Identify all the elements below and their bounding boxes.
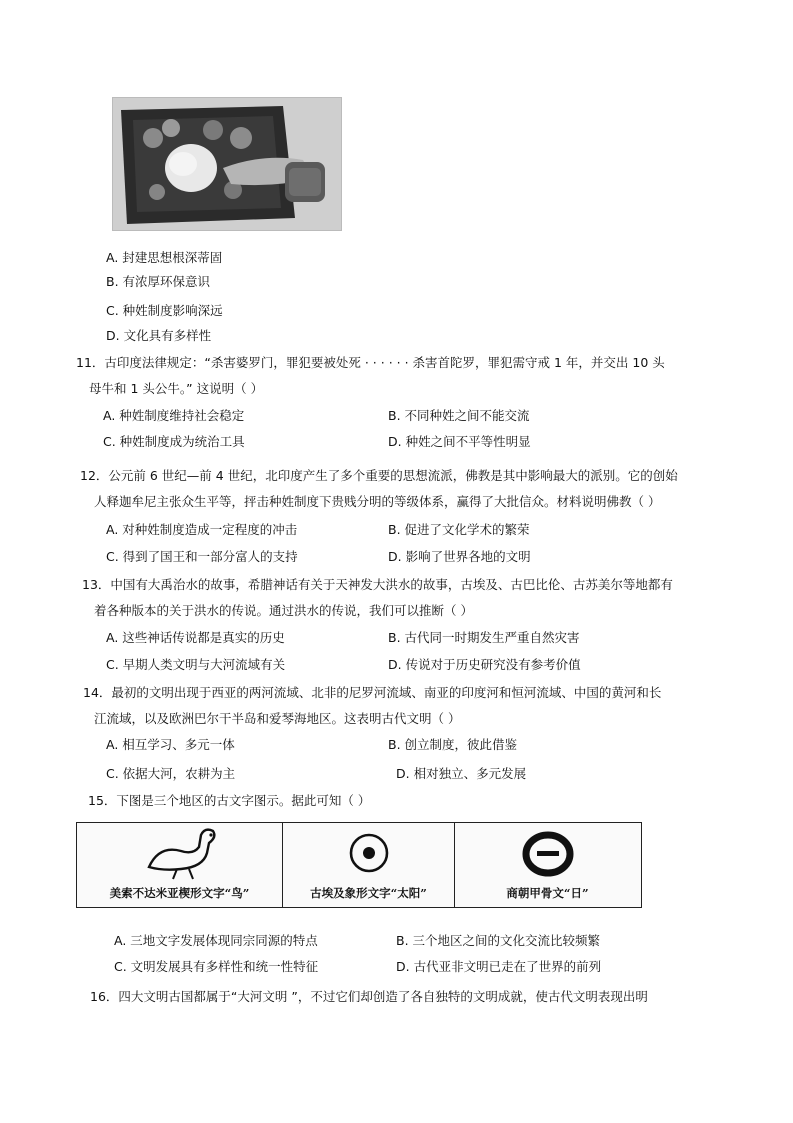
hieroglyph-sun-cell bbox=[282, 823, 454, 907]
q11-stem-line2: 母牛和 1 头公牛。” 这说明（ ） bbox=[89, 381, 264, 396]
q14-option-a: A. 相互学习、多元一体 bbox=[106, 737, 235, 752]
q15-option-d: D. 古代亚非文明已走在了世界的前列 bbox=[396, 959, 602, 974]
food-platter-photo bbox=[112, 97, 342, 231]
q11-option-b: B. 不同种姓之间不能交流 bbox=[388, 408, 530, 423]
q12-option-b: B. 促进了文化学术的繁荣 bbox=[388, 522, 530, 537]
oracle-bone-sun-icon bbox=[455, 823, 641, 883]
q10-option-b: B. 有浓厚环保意识 bbox=[106, 274, 211, 289]
q12-option-d: D. 影响了世界各地的文明 bbox=[388, 549, 531, 564]
q11-option-d: D. 种姓之间不平等性明显 bbox=[388, 434, 531, 449]
caption-oracle-bone: 商朝甲骨文“日” bbox=[506, 886, 589, 900]
q11-stem-line1: 11．古印度法律规定：“杀害婆罗门，罪犯要被处死 · · · · · · 杀害首陀罗，罪犯需守戒 1 年，并交出 10 头 bbox=[76, 355, 665, 370]
q13-stem-line1: 13．中国有大禹治水的故事，希腊神话有关于天神发大洪水的故事，古埃及、古巴比伦、古苏美尔等地都有 bbox=[82, 577, 673, 592]
q14-option-d: D. 相对独立、多元发展 bbox=[396, 766, 527, 781]
q13-option-a: A. 这些神话传说都是真实的历史 bbox=[106, 630, 285, 645]
oracle-bone-sun-cell bbox=[454, 823, 640, 907]
q12-stem-line1: 12．公元前 6 世纪—前 4 世纪，北印度产生了多个重要的思想流派，佛教是其中影响最大的派别。它的创始 bbox=[80, 468, 678, 483]
q11-option-c: C. 种姓制度成为统治工具 bbox=[103, 434, 245, 449]
caption-hieroglyph: 古埃及象形文字“太阳” bbox=[310, 886, 427, 900]
q10-option-c: C. 种姓制度影响深远 bbox=[106, 303, 223, 318]
caption-cuneiform: 美索不达米亚楔形文字“鸟” bbox=[109, 886, 250, 900]
q14-option-b: B. 创立制度，彼此借鉴 bbox=[388, 737, 518, 752]
q15-option-c: C. 文明发展具有多样性和统一性特征 bbox=[114, 959, 319, 974]
cuneiform-bird-icon bbox=[77, 823, 282, 883]
q14-stem-line2: 江流域，以及欧洲巴尔干半岛和爱琴海地区。这表明古代文明（ ） bbox=[94, 711, 461, 726]
q13-option-c: C. 早期人类文明与大河流域有关 bbox=[106, 657, 286, 672]
q13-stem-line2: 着各种版本的关于洪水的传说。通过洪水的传说，我们可以推断（ ） bbox=[94, 603, 473, 618]
q11-option-a: A. 种姓制度维持社会稳定 bbox=[103, 408, 245, 423]
q10-option-d: D. 文化具有多样性 bbox=[106, 328, 212, 343]
q15-option-b: B. 三个地区之间的文化交流比较频繁 bbox=[396, 933, 601, 948]
hieroglyph-sun-icon bbox=[283, 823, 455, 883]
q12-option-a: A. 对种姓制度造成一定程度的冲击 bbox=[106, 522, 298, 537]
q12-stem-line2: 人释迦牟尼主张众生平等，抨击种姓制度下贵贱分明的等级体系，赢得了大批信众。材料说明佛教（ ） bbox=[94, 494, 661, 509]
q15-option-a: A. 三地文字发展体现同宗同源的特点 bbox=[114, 933, 318, 948]
q14-stem-line1: 14．最初的文明出现于西亚的两河流域、北非的尼罗河流域、南亚的印度河和恒河流域、中国的黄河和长 bbox=[83, 685, 662, 700]
ancient-scripts-figure bbox=[76, 822, 642, 908]
q15-stem: 15．下图是三个地区的古文字图示。据此可知（ ） bbox=[88, 793, 371, 808]
q13-option-d: D. 传说对于历史研究没有参考价值 bbox=[388, 657, 581, 672]
q10-option-a: A. 封建思想根深蒂固 bbox=[106, 250, 223, 265]
q13-option-b: B. 古代同一时期发生严重自然灾害 bbox=[388, 630, 580, 645]
cuneiform-bird-cell bbox=[77, 823, 282, 907]
q12-option-c: C. 得到了国王和一部分富人的支持 bbox=[106, 549, 298, 564]
q14-option-c: C. 依据大河，农耕为主 bbox=[106, 766, 236, 781]
q16-stem-line1: 16．四大文明古国都属于“大河文明 ”，不过它们却创造了各自独特的文明成就，使古代文明表现出明 bbox=[90, 989, 648, 1004]
